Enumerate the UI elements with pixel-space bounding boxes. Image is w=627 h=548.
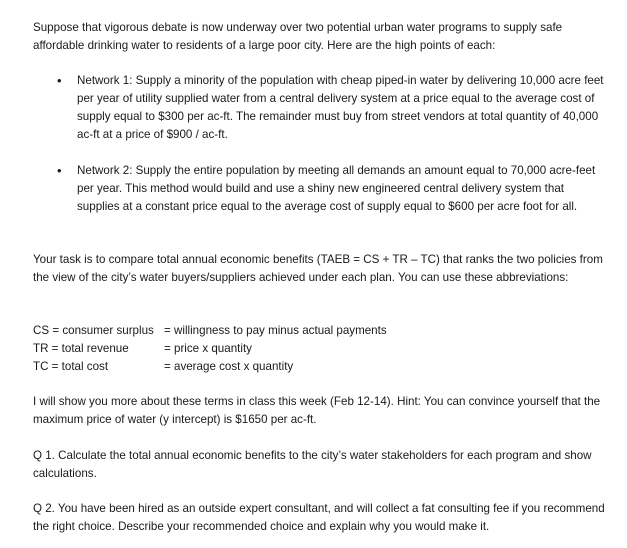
definition-term: TR = total revenue (33, 342, 129, 355)
definition-description: = willingness to pay minus actual payments (164, 324, 387, 337)
definitions-list (33, 322, 453, 376)
bullet-icon: • (57, 163, 62, 178)
task-paragraph: Your task is to compare total annual economic benefits (TAEB = CS + TR – TC) that ranks the two policies from the view of the city’s water buyers/suppliers achieved under each plan. You can use these abbreviations: (33, 253, 603, 284)
question-2: Q 2. You have been hired as an outside expert consultant, and will collect a fat consulting fee if you recommend the right choice. Describe your recommended choice and explain why you would make it. (33, 502, 605, 533)
network-2-text: Network 2: Supply the entire population by meeting all demands an amount equal to 70,000 acre-feet per year. This method would build and use a shiny new engineered central delivery system that supplies at a constant price equal to the average cost of supply equal to $600 per acre foot for all. (77, 164, 596, 213)
network-list (0, 72, 627, 216)
question-1: Q 1. Calculate the total annual economic benefits to the city’s water stakeholders for each program and show calculations. (33, 449, 592, 480)
definition-term: TC = total cost (33, 360, 109, 373)
list-item-network-2 (0, 162, 607, 216)
network-1-text: Network 1: Supply a minority of the population with cheap piped-in water by delivering 10,000 acre feet per year of utility supplied water from a central delivery system at a price equal to the average cost of supply equal to $300 per ac-ft. The remainder must buy from street vendors at total quantity of 40,000 ac-ft at a price of $900 / ac-ft. (77, 74, 604, 141)
hint-paragraph: I will show you more about these terms in class this week (Feb 12-14). Hint: You can convince yourself that the maximum price of water (y intercept) is $1650 per ac-ft. (33, 395, 601, 426)
definition-row (33, 340, 453, 358)
bullet-icon: • (57, 73, 62, 88)
definition-row (33, 358, 453, 376)
definition-term: CS = consumer surplus (33, 324, 154, 337)
definition-description: = price x quantity (164, 342, 252, 355)
definition-description: = average cost x quantity (164, 360, 294, 373)
intro-paragraph: Suppose that vigorous debate is now underway over two potential urban water programs to supply safe affordable drinking water to residents of a large poor city. Here are the high points of each: (33, 21, 563, 52)
definition-row (33, 322, 453, 340)
list-item-network-1 (0, 72, 607, 144)
